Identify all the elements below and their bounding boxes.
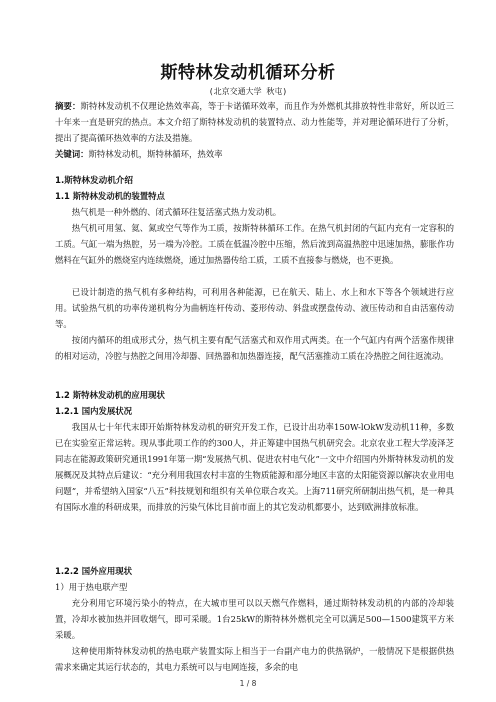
section-heading-1-2: 1.2 斯特林发动机的应用现状 [55, 390, 165, 400]
section-heading-1-1: 1.1 斯特林发动机的装置特点 [55, 191, 165, 201]
paragraph: 充分利用它环境污染小的特点，在大城市里可以以天燃气作燃料，通过斯特林发动机的内部的冷却装置，冷却水被加热并回收烟气，即可采暖。1台25kW的斯特林外燃机完全可以满足500—1500建筑平方米采暖。 [55, 598, 454, 640]
paragraph: 这种使用斯特林发动机的热电联产装置实际上相当于一台副产电力的供热锅炉，一般情况下是根据供热需求来确定其运行状态的，其电力系统可以与电网连接，多余的电 [55, 646, 454, 672]
abstract-label: 摘要： [55, 101, 81, 111]
list-item: 1）用于热电联产型 [55, 582, 128, 592]
page-title: 斯特林发动机循环分析 [160, 63, 336, 83]
paragraph: 热气机是一种外燃的、闭式循环往复活塞式热力发动机。 [71, 207, 282, 217]
section-heading-1-2-2: 1.2.2 国外应用现状 [55, 566, 133, 576]
author-line: (北京交通大学 秋屯) [208, 87, 288, 96]
keywords-text: 斯特林发动机，斯特林循环，热效率 [88, 149, 223, 159]
section-heading-1-2-1: 1.2.1 国内发展状况 [55, 406, 133, 416]
keywords [55, 147, 454, 163]
abstract-text: 斯特林发动机不仅理论热效率高，等于卡诺循环效率，而且作为外燃机其排放特性非常好，所以近三十年来一直是研究的热点。本文介绍了斯特林发动机的装置特点、动力性能等，并对理论循环进行了分析，提出了提高循环热效率的方法及措施。 [55, 101, 455, 143]
abstract [55, 99, 454, 147]
keywords-label: 关键词： [55, 149, 89, 159]
page-number: 1 / 8 [239, 679, 257, 688]
paragraph: 我国从七十年代末即开始斯特林发动机的研究开发工作，已设计出功率150W-lOkW发动机11种，多数已在实验室正常运转。现从事此项工作的约300人，并正筹建中国热气机研究会。北京农业工程大学凌泽芝同志在能源政策研究通讯1991年第一期“发展热气机、促进农村电气化”一文中介绍国内外斯特林发动机的发展概况及其特点后建议：“充分利用我国农村丰富的生物质能源和部分地区丰富的太阳能资源以解决农业用电问题”，并希望纳入国家“八五”科技规划和组织有关单位联合攻关。上海711研究所研制出热气机，是一种具有国际水准的科研成果，而排放的污染气体比目前市面上的其它发动机都要小，达到欧洲排放标准。 [55, 422, 454, 512]
section-heading-1: 1.斯特林发动机介绍 [55, 176, 133, 186]
paragraph: 热气机可用氢、氦、氮或空气等作为工质，按斯特林循环工作。在热气机封闭的气缸内充有一定容积的工质。气缸一端为热腔，另一端为冷腔。工质在低温冷腔中压缩，然后流到高温热腔中迅速加热，膨胀作功燃料在气缸外的燃烧室内连续燃烧，通过加热器传给工质，工质不直接参与燃烧，也不更换。 [55, 223, 454, 265]
paragraph: 按闭内循环的组成形式分，热气机主要有配气活塞式和双作用式两类。在一个气缸内有两个活塞作规律的相对运动，冷腔与热腔之间用冷却器、回热器和加热器连接，配气活塞推动工质在冷热腔之间往返流动。 [55, 335, 454, 361]
paragraph: 已设计制造的热气机有多种结构，可利用各种能源，已在航天、陆上、水上和水下等各个领域进行应用。试验热气机的功率传递机构分为曲柄连杆传动、菱形传动、斜盘或摆盘传动、液压传动和自由活塞传动等。 [55, 287, 454, 329]
